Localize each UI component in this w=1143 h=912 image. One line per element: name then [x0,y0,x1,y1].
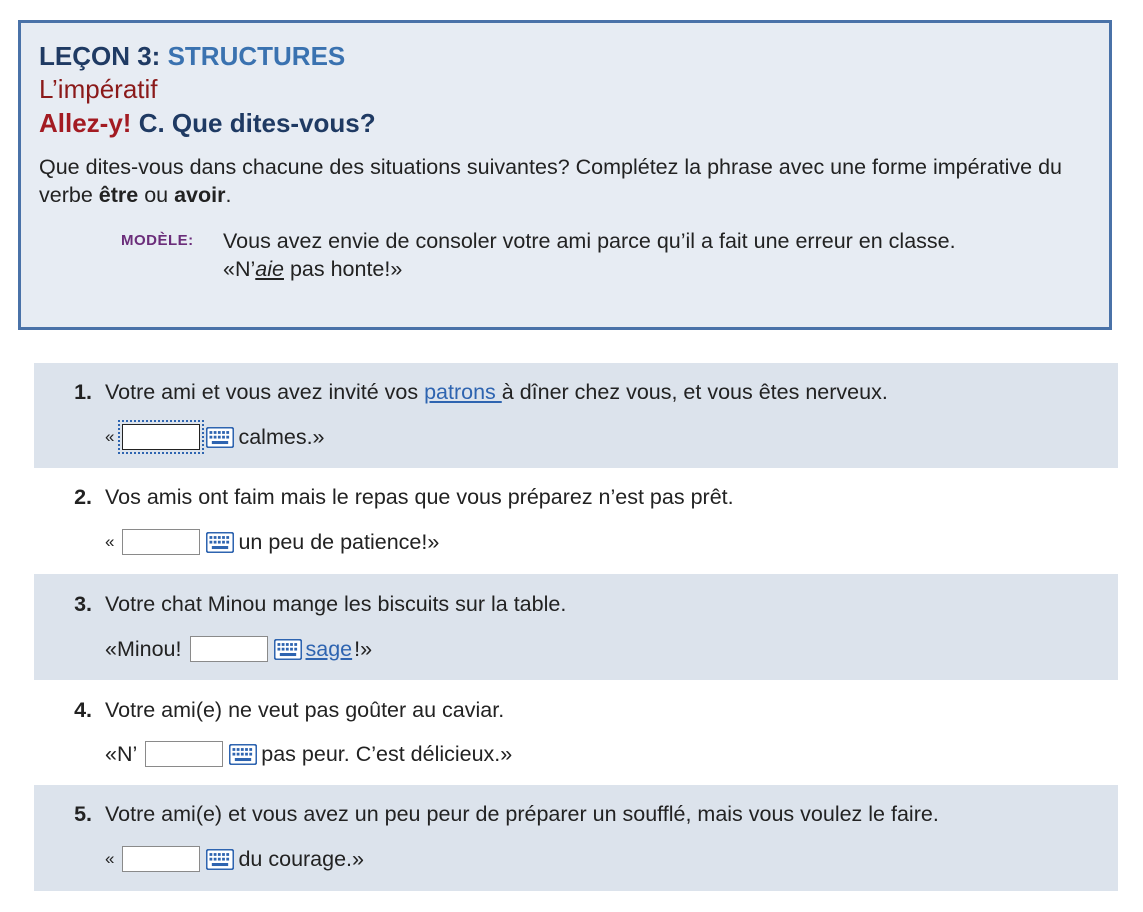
exercise-item-2 [34,468,1118,574]
exercise-header [18,20,1112,330]
exercise-item-5 [34,785,1118,891]
item-prompt: Votre ami et vous avez invité vos patrons à dîner chez vous, et vous êtes nerveux. [105,380,888,404]
keyboard-icon[interactable] [206,532,234,553]
model-answer: «N’aie pas honte!» [223,257,403,281]
item-prompt: Vos amis ont faim mais le repas que vous préparez n’est pas prêt. [105,485,734,509]
keyboard-icon[interactable] [229,744,257,765]
item-prompt: Votre ami(e) et vous avez un peu peur de préparer un soufflé, mais vous voulez le faire. [105,802,939,826]
exercise-item-4 [34,680,1118,785]
item-prompt: Votre ami(e) ne veut pas goûter au caviar. [105,698,505,722]
answer-input-3[interactable] [190,636,268,662]
keyboard-icon[interactable] [206,849,234,870]
exercise-item-3 [34,574,1118,680]
model-situation: Vous avez envie de consoler votre ami parce qu’il a fait une erreur en classe. [223,229,956,253]
answer-input-1[interactable] [122,424,200,450]
answer-line: « un peu de patience!» [105,529,440,554]
item-number: 1. [74,380,92,404]
item-prompt: Votre chat Minou mange les biscuits sur la table. [105,592,567,616]
item-number: 3. [74,592,92,616]
keyboard-icon[interactable] [274,639,302,660]
item-number: 4. [74,698,92,722]
lesson-title: LEÇON 3: STRUCTURES [39,41,346,71]
answer-input-5[interactable] [122,846,200,872]
answer-line: « du courage.» [105,846,364,871]
keyboard-icon[interactable] [206,427,234,448]
answer-input-2[interactable] [122,529,200,555]
exercise-item-1 [34,363,1118,468]
sage-link[interactable]: sage [305,636,353,661]
patrons-link[interactable]: patrons [424,380,502,404]
answer-line: «Minou! sage !» [105,636,373,661]
item-number: 2. [74,485,92,509]
section-title: L’impératif [39,74,158,104]
model-label: MODÈLE: [121,232,194,249]
answer-input-4[interactable] [145,741,223,767]
activity-title: Allez-y! C. Que dites-vous? [39,108,376,138]
model-example [39,227,1089,317]
answer-line: « calmes.» [105,424,325,449]
answer-line: «N’ pas peur. C’est délicieux.» [105,741,513,766]
instructions: Que dites-vous dans chacune des situations suivantes? Complétez la phrase avec une forme impérative du verbe être ou avoir. [39,155,1063,207]
item-number: 5. [74,802,92,826]
